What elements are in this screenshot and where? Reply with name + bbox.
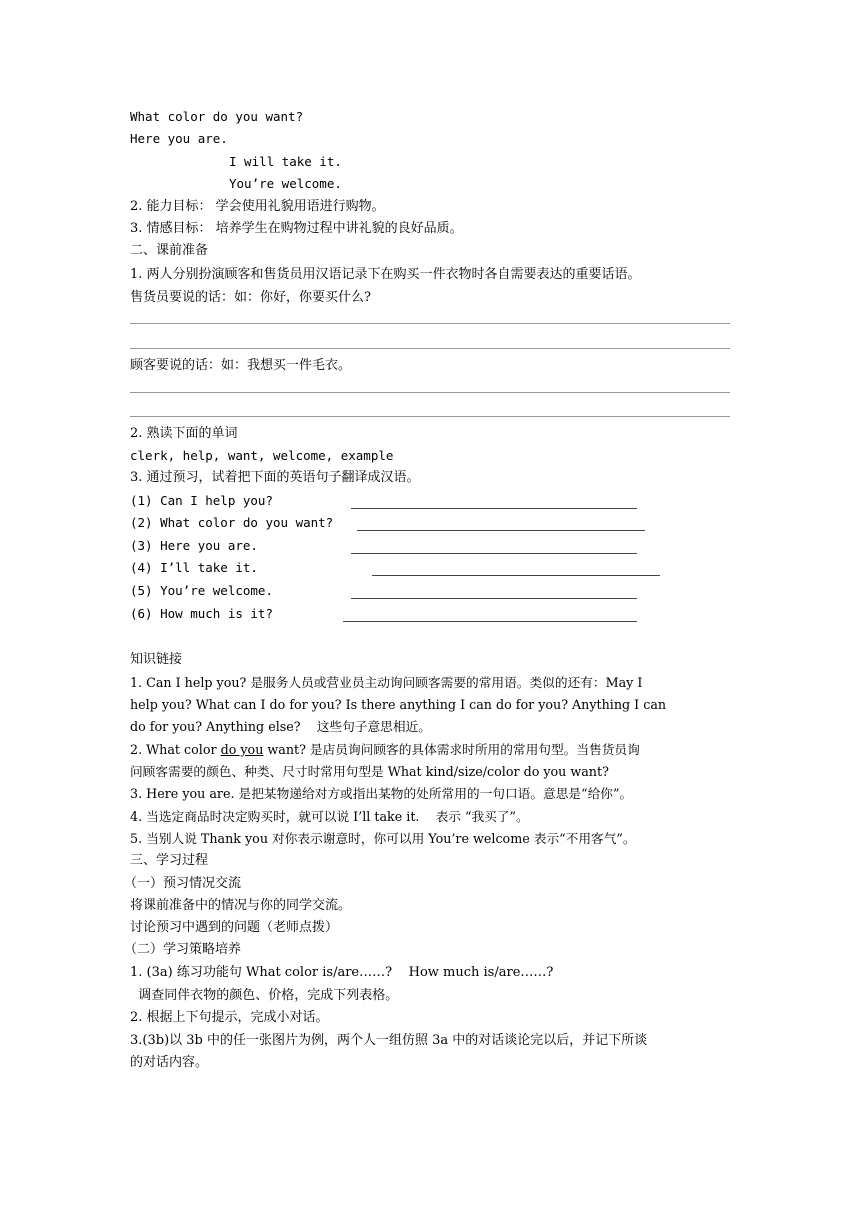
section-heading: 二、课前准备 [130,243,209,258]
text-line: 的对话内容。 [130,1055,209,1070]
question-item: (2) What color do you want? [130,515,334,530]
question-item: (3) Here you are. [130,538,258,553]
text-line: 讨论预习中遇到的问题（老师点拨） [130,920,339,935]
question-item: (5) You’re welcome. [130,583,273,598]
text-line: You’re welcome. [229,176,342,191]
text-line: 3. 情感目标： 培养学生在购物过程中讲礼貌的良好品质。 [130,221,463,236]
answer-blank[interactable] [351,553,637,554]
text-line: 4. 当选定商品时决定购买时，就可以说 I’ll take it. 表示 “我买了”。 [130,809,529,824]
text-line: 将课前准备中的情况与你的同学交流。 [130,898,352,913]
subsection-heading: （二）学习策略培养 [124,942,242,957]
text-span: 2. What color [130,742,221,757]
text-line: I will take it. [229,154,342,169]
answer-blank[interactable] [372,575,660,576]
subsection-heading: （一）预习情况交流 [124,876,242,891]
section-heading: 知识链接 [130,652,183,667]
text-line: 1. 两人分别扮演顾客和售货员用汉语记录下在购买一件衣物时各自需要表达的重要话语。 [130,267,641,282]
text-line: 2. 能力目标： 学会使用礼貌用语进行购物。 [130,199,385,214]
text-line: Here you are. [130,131,228,146]
answer-line [130,392,730,393]
text-line: 5. 当别人说 Thank you 对你表示谢意时，你可以用 You’re welcome 表示“不用客气”。 [130,831,636,846]
text-line [130,740,640,760]
underlined-text: do you [220,742,264,757]
question-item: (6) How much is it? [130,606,273,621]
answer-line [130,416,730,417]
question-item: (1) Can I help you? [130,493,273,508]
answer-line [130,323,730,324]
text-line: 3. Here you are. 是把某物递给对方或指出某物的处所常用的一句口语。意思是“给你”。 [130,786,633,801]
word-list: clerk, help, want, welcome, example [130,448,394,463]
text-line: 3.(3b)以 3b 中的任一张图片为例，两个人一组仿照 3a 中的对话谈论完以后，并记下所谈 [130,1033,648,1048]
text-line: 调查同伴衣物的颜色、价格，完成下列表格。 [130,988,399,1003]
answer-blank[interactable] [343,621,637,622]
answer-blank[interactable] [351,598,637,599]
text-line: 1. (3a) 练习功能句 What color is/are……? How much is/are……? [130,965,554,980]
answer-blank[interactable] [357,530,645,531]
text-line: 2. 熟读下面的单词 [130,426,238,441]
text-line: 2. 根据上下句提示，完成小对话。 [130,1010,329,1025]
text-line: do for you? Anything else? 这些句子意思相近。 [130,719,431,734]
text-line: 售货员要说的话：如：你好，你要买什么? [130,290,371,305]
text-line: 问顾客需要的颜色、种类、尺寸时常用句型是 What kind/size/color do you want? [130,764,609,779]
section-heading: 三、学习过程 [130,853,209,868]
answer-blank[interactable] [351,508,637,509]
text-line: help you? What can I do for you? Is there anything I can do for you? Anything I can [130,697,667,712]
question-item: (4) I’ll take it. [130,560,258,575]
text-line: 1. Can I help you? 是服务人员或营业员主动询问顾客需要的常用语。类似的还有：May I [130,675,643,690]
answer-line [130,348,730,349]
text-span: want? 是店员询问顾客的具体需求时所用的常用句型。当售货员询 [263,742,640,757]
text-line: What color do you want? [130,109,304,124]
text-line: 3. 通过预习，试着把下面的英语句子翻译成汉语。 [130,470,420,485]
text-line: 顾客要说的话：如：我想买一件毛衣。 [130,358,352,373]
